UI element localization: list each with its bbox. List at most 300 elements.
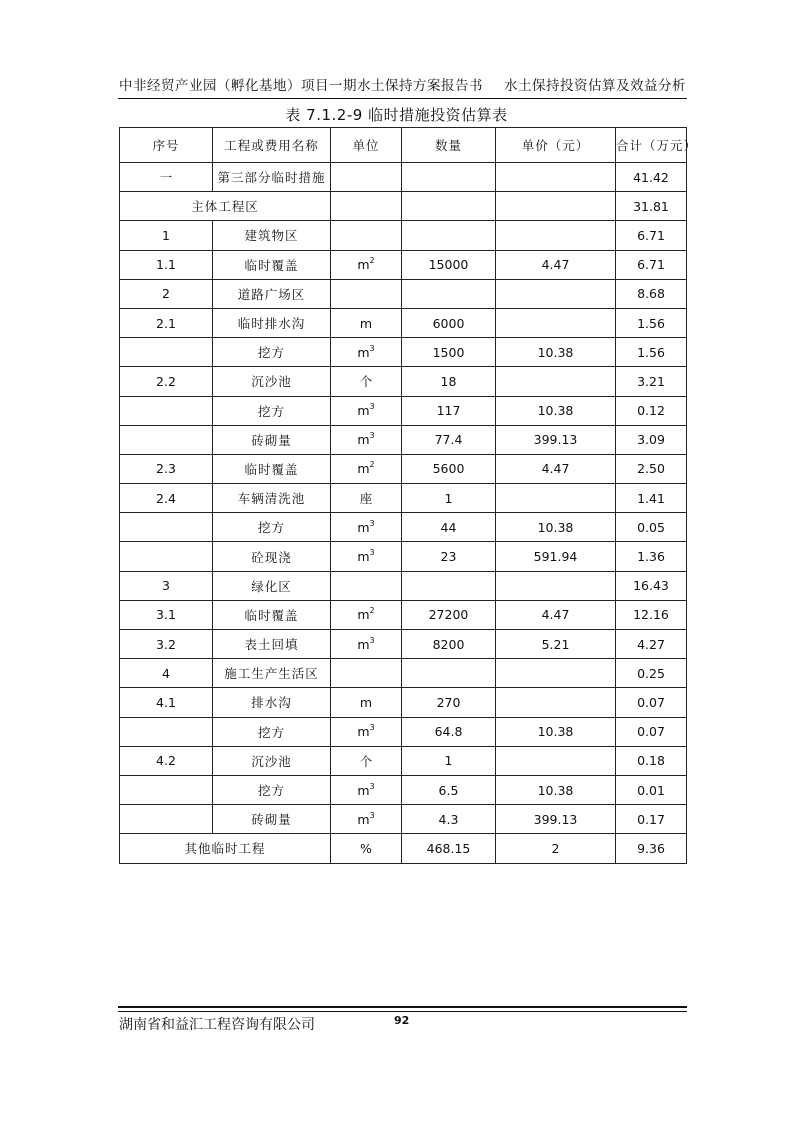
cell-name	[213, 659, 331, 688]
cell-quantity	[402, 163, 496, 192]
table-row	[120, 163, 687, 192]
cell-name	[213, 396, 331, 425]
cell-unit	[331, 600, 402, 629]
cell-unit-price-text: 10.38	[537, 782, 574, 798]
cell-unit-price	[496, 775, 616, 804]
cell-unit-price-text: 4.47	[541, 257, 570, 273]
cell-quantity-text: 6.5	[438, 782, 459, 798]
cell-quantity	[402, 192, 496, 221]
cell-name	[213, 484, 331, 513]
cell-unit	[331, 425, 402, 454]
cell-no	[120, 805, 213, 834]
cell-name-text: 临时覆盖	[244, 257, 299, 273]
cell-total-text: 41.42	[633, 169, 669, 185]
cell-no	[120, 396, 213, 425]
cell-quantity-text: 15000	[428, 257, 469, 273]
header-chapter-title: 水土保持投资估算及效益分析	[504, 78, 686, 94]
cell-unit	[331, 775, 402, 804]
header-report-title: 中非经贸产业园（孵化基地）项目一期水土保持方案报告书	[119, 78, 483, 94]
table-row	[120, 308, 687, 337]
cell-unit	[331, 571, 402, 600]
cell-unit	[331, 834, 402, 863]
cell-unit-price	[496, 308, 616, 337]
footer-divider-thick	[118, 1006, 687, 1008]
cell-no-text: 3.2	[156, 636, 176, 652]
cell-quantity	[402, 688, 496, 717]
header-cell-total: 合计（万元）	[616, 128, 687, 163]
cell-total-text: 0.17	[637, 811, 665, 827]
cell-name	[120, 834, 331, 863]
cell-name	[213, 367, 331, 396]
cell-total-text: 1.56	[637, 344, 665, 360]
cell-quantity	[402, 630, 496, 659]
cell-name-text: 沉沙池	[251, 753, 292, 769]
cell-no	[120, 600, 213, 629]
cell-quantity	[402, 659, 496, 688]
cell-name-text: 建筑物区	[244, 228, 299, 244]
cell-total	[616, 454, 687, 483]
cell-name-text: 砼现浇	[251, 549, 292, 565]
unit-exponent: 3	[369, 343, 375, 353]
cell-total	[616, 834, 687, 863]
cell-unit-price	[496, 688, 616, 717]
cell-unit-price	[496, 221, 616, 250]
unit-exponent: 3	[369, 810, 375, 820]
cell-unit	[331, 250, 402, 279]
cell-quantity	[402, 338, 496, 367]
cell-unit-price	[496, 659, 616, 688]
cell-unit-text: m	[357, 636, 370, 652]
header-cell-unit-price: 单价（元）	[496, 128, 616, 163]
unit-exponent: 3	[369, 402, 375, 412]
cell-name-text: 挖方	[257, 403, 285, 419]
cell-quantity-text: 468.15	[426, 840, 471, 856]
cell-total-text: 0.25	[637, 665, 665, 681]
table-row	[120, 688, 687, 717]
cell-no-text: 4	[162, 665, 170, 681]
cell-quantity-text: 117	[436, 403, 461, 419]
cell-no	[120, 484, 213, 513]
cell-name	[213, 308, 331, 337]
cost-estimate-table	[119, 127, 698, 864]
cell-unit-price	[496, 338, 616, 367]
cell-name-text: 道路广场区	[237, 286, 306, 302]
cell-name	[213, 250, 331, 279]
cell-no	[120, 513, 213, 542]
cell-no-text: 1	[162, 227, 170, 243]
cell-no-text: 2.2	[156, 373, 176, 389]
cell-total	[616, 542, 687, 571]
cell-total-text: 1.36	[637, 549, 665, 565]
cell-unit-price-text: 2	[551, 840, 560, 856]
cell-unit-price-text: 4.47	[541, 461, 570, 477]
cell-no	[120, 571, 213, 600]
cell-name	[120, 192, 331, 221]
cell-total	[616, 338, 687, 367]
table-row	[120, 717, 687, 746]
cell-total	[616, 163, 687, 192]
cell-name	[213, 688, 331, 717]
cell-quantity	[402, 805, 496, 834]
cell-unit	[331, 221, 402, 250]
cell-unit-price	[496, 396, 616, 425]
cell-total	[616, 717, 687, 746]
cell-name	[213, 600, 331, 629]
cell-total-text: 6.71	[637, 257, 665, 273]
header-divider	[118, 98, 687, 99]
cell-name-text: 排水沟	[251, 695, 292, 711]
table-row	[120, 250, 687, 279]
cell-unit	[331, 659, 402, 688]
cell-unit-text: m	[357, 257, 370, 273]
page-number: 92	[394, 1014, 410, 1027]
cell-quantity-text: 1	[444, 753, 453, 769]
cell-unit-text: %	[360, 840, 372, 856]
cell-no	[120, 279, 213, 308]
cell-quantity	[402, 308, 496, 337]
cell-no	[120, 367, 213, 396]
footer-company-name: 湖南省和益汇工程咨询有限公司	[119, 1017, 315, 1033]
cell-name	[213, 717, 331, 746]
cell-unit	[331, 688, 402, 717]
cell-unit	[331, 454, 402, 483]
cell-no	[120, 746, 213, 775]
cell-total	[616, 746, 687, 775]
table-row	[120, 425, 687, 454]
cell-quantity-text: 23	[440, 549, 457, 565]
cell-quantity-text: 44	[440, 519, 457, 535]
cell-quantity	[402, 396, 496, 425]
table-row	[120, 775, 687, 804]
table-row	[120, 746, 687, 775]
cell-unit-text: m	[357, 549, 370, 565]
cell-no	[120, 250, 213, 279]
cell-name	[213, 163, 331, 192]
unit-exponent: 3	[369, 548, 375, 558]
cell-unit-text: 个	[359, 753, 373, 769]
cell-no-text: 2.4	[156, 490, 176, 506]
cell-total-text: 4.27	[637, 636, 665, 652]
cell-total	[616, 600, 687, 629]
cell-unit	[331, 396, 402, 425]
cell-name-text: 临时覆盖	[244, 607, 299, 623]
cell-name	[213, 425, 331, 454]
cell-quantity-text: 77.4	[434, 432, 463, 448]
cell-name	[213, 513, 331, 542]
cell-unit-text: m	[359, 694, 373, 710]
cell-unit-price	[496, 717, 616, 746]
cell-quantity-text: 5600	[432, 461, 465, 477]
cell-unit	[331, 746, 402, 775]
cell-total-text: 31.81	[633, 198, 669, 214]
cell-no-text: 4.2	[156, 753, 176, 769]
cell-total	[616, 308, 687, 337]
cell-total-text: 3.09	[637, 432, 665, 448]
cell-name-text: 挖方	[257, 783, 285, 799]
cell-unit-text: m	[357, 782, 370, 798]
cell-total-text: 2.50	[637, 461, 665, 477]
cell-quantity-text: 4.3	[438, 811, 459, 827]
cell-total	[616, 367, 687, 396]
cell-unit	[331, 163, 402, 192]
cell-no-text: 4.1	[156, 694, 176, 710]
cell-unit-price-text: 5.21	[541, 636, 570, 652]
cell-total	[616, 805, 687, 834]
table-row	[120, 834, 687, 863]
cell-name-text: 挖方	[257, 724, 285, 740]
unit-exponent: 3	[369, 431, 375, 441]
cell-total	[616, 250, 687, 279]
table-row	[120, 513, 687, 542]
cell-unit-price	[496, 805, 616, 834]
table-row	[120, 221, 687, 250]
cell-unit-price	[496, 367, 616, 396]
cell-name	[213, 338, 331, 367]
cell-unit	[331, 805, 402, 834]
cell-unit-text: m	[357, 344, 370, 360]
cell-total	[616, 659, 687, 688]
cell-no	[120, 775, 213, 804]
cell-no	[120, 659, 213, 688]
cell-unit-price-text: 10.38	[537, 403, 574, 419]
cell-quantity	[402, 542, 496, 571]
cell-unit-text: m	[357, 724, 370, 740]
table-row	[120, 805, 687, 834]
cell-total-text: 0.05	[637, 519, 665, 535]
cell-no-text: 3.1	[156, 607, 176, 623]
cell-name-text: 砖砌量	[251, 432, 292, 448]
cell-total-text: 16.43	[633, 578, 669, 594]
cell-total-text: 9.36	[637, 840, 665, 856]
cell-unit-price	[496, 250, 616, 279]
unit-exponent: 3	[369, 518, 375, 528]
unit-exponent: 2	[369, 606, 375, 616]
cell-no	[120, 454, 213, 483]
cell-unit	[331, 513, 402, 542]
cell-unit-price-text: 4.47	[541, 607, 570, 623]
cell-quantity	[402, 600, 496, 629]
footer-divider-thin	[118, 1011, 687, 1012]
cell-total-text: 8.68	[637, 286, 665, 302]
cell-name-text: 绿化区	[251, 578, 292, 594]
header-cell-quantity: 数量	[402, 128, 496, 163]
cell-quantity	[402, 513, 496, 542]
table-row	[120, 279, 687, 308]
cell-name-text: 挖方	[257, 520, 285, 536]
cell-unit-price	[496, 542, 616, 571]
cell-unit-text: m	[357, 811, 370, 827]
cell-total	[616, 775, 687, 804]
cell-no	[120, 630, 213, 659]
cell-quantity	[402, 367, 496, 396]
cell-quantity	[402, 571, 496, 600]
cell-total-text: 0.12	[637, 403, 665, 419]
cell-name-text: 第三部分临时措施	[217, 170, 326, 186]
cell-unit	[331, 279, 402, 308]
cell-no	[120, 542, 213, 571]
cell-unit-text: 个	[359, 374, 373, 390]
cell-quantity-text: 1	[444, 490, 453, 506]
unit-exponent: 3	[369, 635, 375, 645]
cell-quantity	[402, 484, 496, 513]
cell-no	[120, 425, 213, 454]
cell-name	[213, 279, 331, 308]
unit-exponent: 3	[369, 781, 375, 791]
cell-unit-price	[496, 454, 616, 483]
table-row	[120, 192, 687, 221]
cell-no-text: 一	[159, 170, 173, 186]
cell-total	[616, 279, 687, 308]
table-row	[120, 571, 687, 600]
cell-no	[120, 221, 213, 250]
cell-name-text: 临时覆盖	[244, 461, 299, 477]
cell-name	[213, 454, 331, 483]
cell-name	[213, 542, 331, 571]
cell-no	[120, 338, 213, 367]
cell-name-text: 其他临时工程	[184, 841, 266, 857]
table-row	[120, 484, 687, 513]
cell-unit-price	[496, 834, 616, 863]
cell-unit-text: m	[357, 461, 370, 477]
unit-exponent: 3	[369, 723, 375, 733]
cell-unit-text: m	[357, 519, 370, 535]
cell-name	[213, 775, 331, 804]
table-title: 表 7.1.2-9 临时措施投资估算表	[285, 106, 508, 124]
cell-quantity	[402, 746, 496, 775]
cell-total	[616, 396, 687, 425]
cell-quantity	[402, 279, 496, 308]
cell-total	[616, 221, 687, 250]
cell-total-text: 0.07	[637, 724, 665, 740]
cell-unit-text: m	[357, 403, 370, 419]
page-header	[119, 74, 686, 98]
table-row	[120, 454, 687, 483]
cell-name-text: 车辆清洗池	[237, 491, 306, 507]
cell-total-text: 0.01	[637, 782, 665, 798]
cell-no-text: 1.1	[156, 257, 176, 273]
cell-unit	[331, 367, 402, 396]
cell-unit-price-text: 10.38	[537, 519, 574, 535]
cell-name	[213, 746, 331, 775]
table-row	[120, 367, 687, 396]
cell-total-text: 1.41	[637, 490, 665, 506]
cell-quantity	[402, 454, 496, 483]
cell-no-text: 2.3	[156, 461, 176, 477]
cell-unit-price	[496, 425, 616, 454]
cell-name	[213, 221, 331, 250]
cell-total-text: 1.56	[637, 315, 665, 331]
cell-total-text: 0.18	[637, 753, 665, 769]
table-row	[120, 600, 687, 629]
cell-total	[616, 688, 687, 717]
cell-unit-price-text: 399.13	[533, 811, 578, 827]
cell-quantity	[402, 834, 496, 863]
table-row	[120, 630, 687, 659]
table-row	[120, 542, 687, 571]
cell-quantity-text: 6000	[432, 315, 465, 331]
cell-quantity-text: 27200	[428, 607, 469, 623]
cell-unit-text: m	[357, 432, 370, 448]
cell-name	[213, 571, 331, 600]
cell-total	[616, 630, 687, 659]
cell-unit	[331, 484, 402, 513]
cell-no	[120, 163, 213, 192]
cell-total-text: 6.71	[637, 227, 665, 243]
cell-unit-price	[496, 600, 616, 629]
table-row	[120, 659, 687, 688]
cell-name	[213, 630, 331, 659]
cell-unit	[331, 338, 402, 367]
cell-no-text: 3	[162, 578, 170, 594]
cell-no	[120, 717, 213, 746]
cell-quantity-text: 1500	[432, 344, 465, 360]
cell-unit-price	[496, 279, 616, 308]
cell-no-text: 2.1	[156, 315, 176, 331]
cell-name-text: 主体工程区	[191, 199, 259, 215]
table-header-row	[120, 128, 687, 163]
cell-quantity-text: 8200	[432, 636, 465, 652]
cell-total	[616, 513, 687, 542]
cell-unit	[331, 630, 402, 659]
cell-quantity	[402, 425, 496, 454]
cell-unit-price	[496, 484, 616, 513]
cell-name-text: 临时排水沟	[237, 316, 306, 332]
table-row	[120, 338, 687, 367]
cell-no	[120, 688, 213, 717]
cell-total	[616, 192, 687, 221]
cell-unit-text: 座	[359, 491, 373, 507]
table-row	[120, 396, 687, 425]
cell-name-text: 施工生产生活区	[224, 666, 319, 682]
cell-total-text: 12.16	[633, 607, 669, 623]
cell-unit	[331, 717, 402, 746]
cell-total-text: 0.07	[637, 694, 665, 710]
cell-unit-price	[496, 163, 616, 192]
cell-quantity	[402, 775, 496, 804]
unit-exponent: 2	[369, 256, 375, 266]
cell-unit-price	[496, 571, 616, 600]
header-cell-name: 工程或费用名称	[213, 128, 331, 163]
cell-total	[616, 484, 687, 513]
cell-unit-text: m	[359, 315, 373, 331]
cell-unit-text: m	[357, 607, 370, 623]
cell-name	[213, 805, 331, 834]
cell-quantity	[402, 221, 496, 250]
cell-unit-price-text: 10.38	[537, 724, 574, 740]
cell-unit-price-text: 10.38	[537, 344, 574, 360]
unit-exponent: 2	[369, 460, 375, 470]
cell-no	[120, 308, 213, 337]
cell-quantity-text: 64.8	[434, 724, 463, 740]
cell-quantity	[402, 250, 496, 279]
cell-quantity-text: 18	[440, 373, 457, 389]
cell-name-text: 挖方	[257, 345, 285, 361]
cell-unit	[331, 192, 402, 221]
cell-total	[616, 425, 687, 454]
cell-quantity	[402, 717, 496, 746]
cell-total	[616, 571, 687, 600]
cell-unit	[331, 308, 402, 337]
header-cell-unit: 单位	[331, 128, 402, 163]
cell-no-text: 2	[162, 286, 170, 302]
cell-name-text: 砖砌量	[251, 812, 292, 828]
cell-unit-price	[496, 746, 616, 775]
cell-name-text: 沉沙池	[251, 374, 292, 390]
cell-quantity-text: 270	[436, 694, 461, 710]
cell-unit-price	[496, 513, 616, 542]
header-cell-no: 序号	[120, 128, 213, 163]
cell-unit	[331, 542, 402, 571]
